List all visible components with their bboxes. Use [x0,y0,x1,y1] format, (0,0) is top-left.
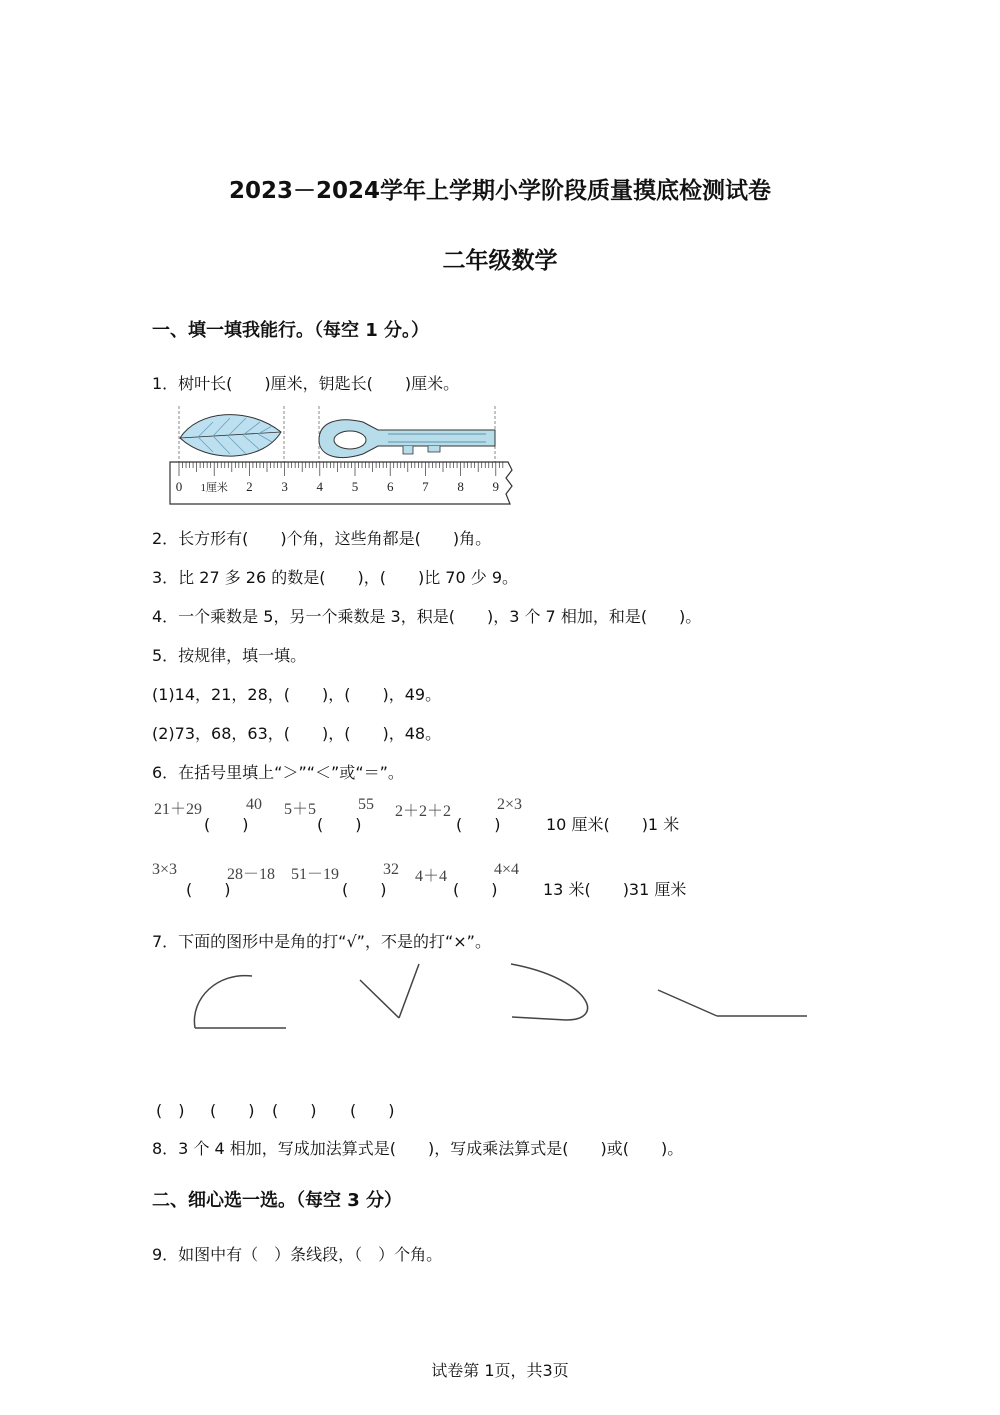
q6-r2-blank-1[interactable]: ( ) [186,880,231,899]
question-5: 5．按规律，填一填。 [152,646,307,665]
q6-r2-blank-2[interactable]: ( ) [342,880,387,899]
section-1-heading: 一、填一填我能行。（每空 1 分。） [152,320,430,341]
question-7: 7．下面的图形中是角的打“√”，不是的打“×”。 [152,932,491,951]
q6-r2-blank-3[interactable]: ( ) [453,880,498,899]
q6-r1-compare-length: 10 厘米( )1 米 [546,815,680,834]
q6-r2-expr-b2: 32 [383,861,399,878]
ruler-label: 5 [351,479,359,494]
question-8: 8．3 个 4 相加，写成加法算式是( )，写成乘法算式是( )或( )。 [152,1139,684,1158]
ruler-label: 0 [175,479,183,494]
question-9: 9．如图中有（ ）条线段，（ ）个角。 [152,1245,443,1264]
q7-answer-3[interactable]: ( ) [272,1101,317,1120]
exam-title: 2023－2024学年上学期小学阶段质量摸底检测试卷 [228,178,772,204]
q6-r2-expr-b3: 4×4 [494,861,520,878]
q6-r2-expr-b1: 28－18 [227,866,276,883]
ruler-label: 4 [316,479,324,494]
question-5-1: (1)14，21，28，( )，( )，49。 [152,685,442,704]
q6-r1-blank-3[interactable]: ( ) [456,815,501,834]
leaf-icon [180,415,281,457]
q7-answer-2[interactable]: ( ) [210,1101,255,1120]
question-4: 4．一个乘数是 5，另一个乘数是 3，积是( )，3 个 7 相加，和是( )。 [152,607,702,626]
q7-shape-2 [356,960,422,1022]
ruler-label: 8 [457,479,464,494]
question-1: 1．树叶长( )厘米，钥匙长( )厘米。 [152,374,460,393]
ruler-label: 2 [246,479,253,494]
q6-r1-expr-a2: 5＋5 [284,801,317,818]
question-6: 6．在括号里填上“＞”“＜”或“＝”。 [152,763,404,782]
q6-r2-expr-a1: 3×3 [152,861,178,878]
q6-r2-expr-a2: 51－19 [291,866,340,883]
question-2: 2．长方形有( )个角，这些角都是( )角。 [152,529,492,548]
ruler-label: 6 [386,479,394,494]
q6-r1-expr-b3: 2×3 [497,796,523,813]
key-icon [319,420,495,458]
ruler-label: 1厘米 [200,482,228,494]
q7-answer-1[interactable]: ( ) [156,1101,185,1120]
exam-subtitle: 二年级数学 [442,248,558,274]
q6-r1-blank-1[interactable]: ( ) [204,815,249,834]
ruler-label: 9 [492,479,500,494]
q7-shape-3 [508,960,600,1024]
q6-r1-expr-a3: 2＋2＋2 [395,803,452,820]
section-2-heading: 二、细心选一选。（每空 3 分） [152,1190,403,1211]
q7-shape-1 [188,970,290,1032]
ruler-figure [168,404,520,508]
q6-r2-compare-length: 13 米( )31 厘米 [543,880,687,899]
q7-shape-4 [655,984,811,1020]
q6-r1-expr-a1: 21＋29 [154,801,203,818]
page-footer: 试卷第 1页，共3页 [431,1361,569,1380]
q6-r1-expr-b1: 40 [246,796,262,813]
q7-answer-4[interactable]: ( ) [350,1101,395,1120]
ruler-label: 3 [281,479,288,494]
question-3: 3．比 27 多 26 的数是( )，( )比 70 少 9。 [152,568,519,587]
q6-r1-expr-b2: 55 [358,796,374,813]
ruler-label: 7 [422,479,429,494]
q6-r2-expr-a3: 4＋4 [415,868,448,885]
question-5-2: (2)73，68，63，( )，( )，48。 [152,724,442,743]
q6-r1-blank-2[interactable]: ( ) [317,815,362,834]
